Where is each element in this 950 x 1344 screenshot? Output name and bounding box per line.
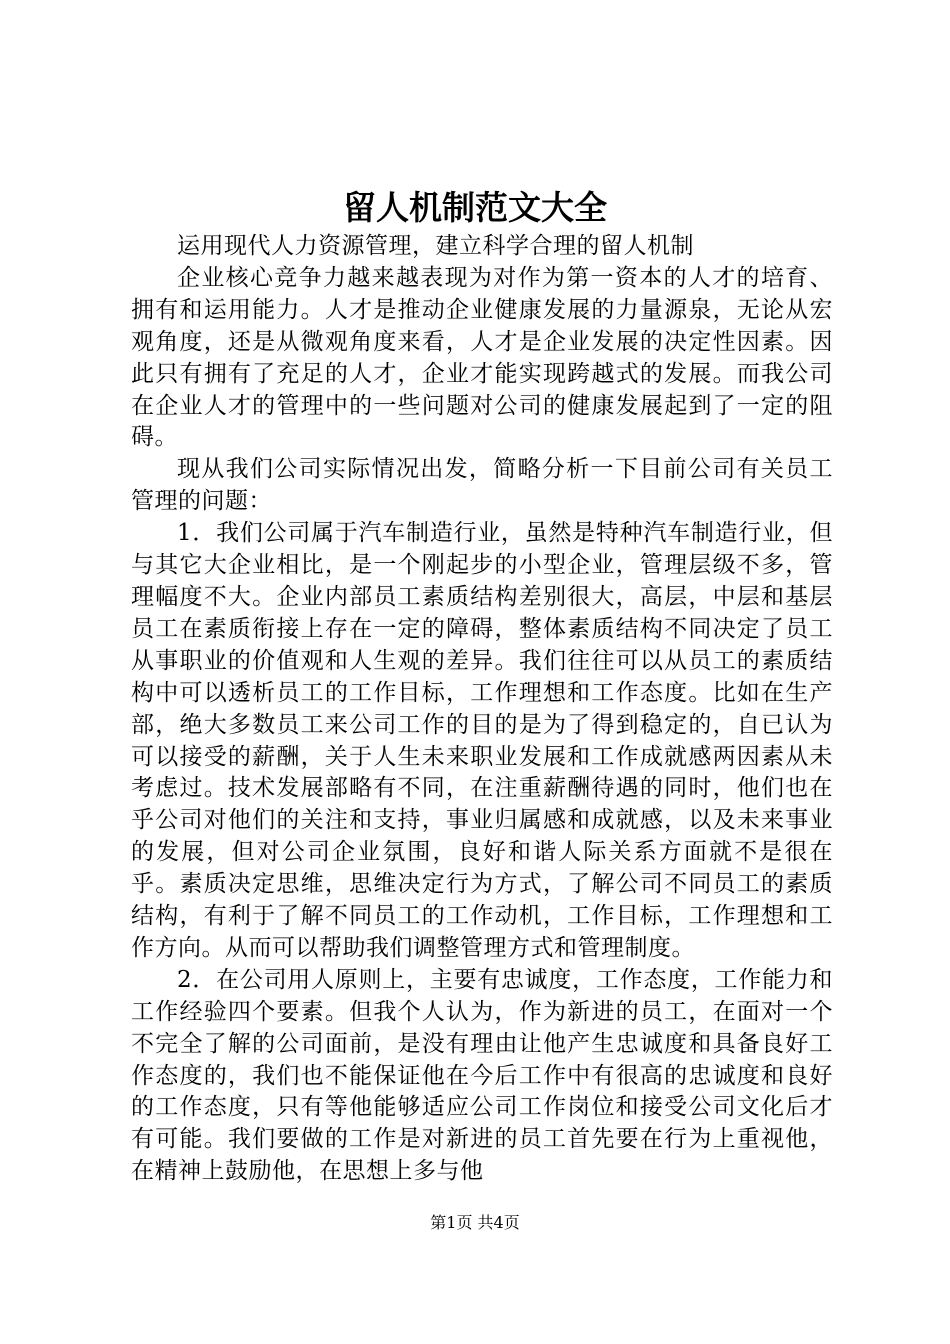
document-body [131, 231, 833, 1188]
paragraph-subtitle: 运用现代人力资源管理，建立科学合理的留人机制 [177, 233, 694, 259]
paragraph-point-2: 2．在公司用人原则上，主要有忠诚度，工作态度，工作能力和工作经验四个要素。但我个人认为，作为新进的员工，在面对一个不完全了解的公司面前，是没有理由让他产生忠诚度和具备良好工作态度的，我们也不能保证他在今后工作中有很高的忠诚度和良好的工作态度，只有等他能够适应公司工作岗位和接受公司文化后才有可能。我们要做的工作是对新进的员工首先要在行为上重视他，在精神上鼓励他，在思想上多与他 [131, 966, 833, 1185]
paragraph-analysis-lead: 现从我们公司实际情况出发，简略分析一下目前公司有关员工管理的问题： [131, 456, 833, 515]
paragraph-intro: 企业核心竞争力越来越表现为对作为第一资本的人才的培育、拥有和运用能力。人才是推动企业健康发展的力量源泉，无论从宏观角度，还是从微观角度来看，人才是企业发展的决定性因素。因此只有拥有了充足的人才，企业才能实现跨越式的发展。而我公司在企业人才的管理中的一些问题对公司的健康发展起到了一定的阻碍。 [131, 264, 833, 451]
page-footer: 第1页 共4页 [430, 1213, 520, 1232]
paragraph-point-1: 1．我们公司属于汽车制造行业，虽然是特种汽车制造行业，但与其它大企业相比，是一个刚起步的小型企业，管理层级不多，管理幅度不大。企业内部员工素质结构差别很大，高层，中层和基层员工在素质衔接上存在一定的障碍，整体素质结构不同决定了员工从事职业的价值观和人生观的差异。我们往往可以从员工的素质结构中可以透析员工的工作目标，工作理想和工作态度。比如在生产部，绝大多数员工来公司工作的目的是为了得到稳定的，自已认为可以接受的薪酬，关于人生未来职业发展和工作成就感两因素从未考虑过。技术发展部略有不同，在注重薪酬待遇的同时，他们也在乎公司对他们的关注和支持，事业归属感和成就感，以及未来事业的发展，但对公司企业氛围，良好和谐人际关系方面就不是很在乎。素质决定思维，思维决定行为方式，了解公司不同员工的素质结构，有利于了解不同员工的工作动机，工作目标，工作理想和工作方向。从而可以帮助我们调整管理方式和管理制度。 [131, 520, 833, 961]
document-title: 留人机制范文大全 [343, 188, 607, 227]
